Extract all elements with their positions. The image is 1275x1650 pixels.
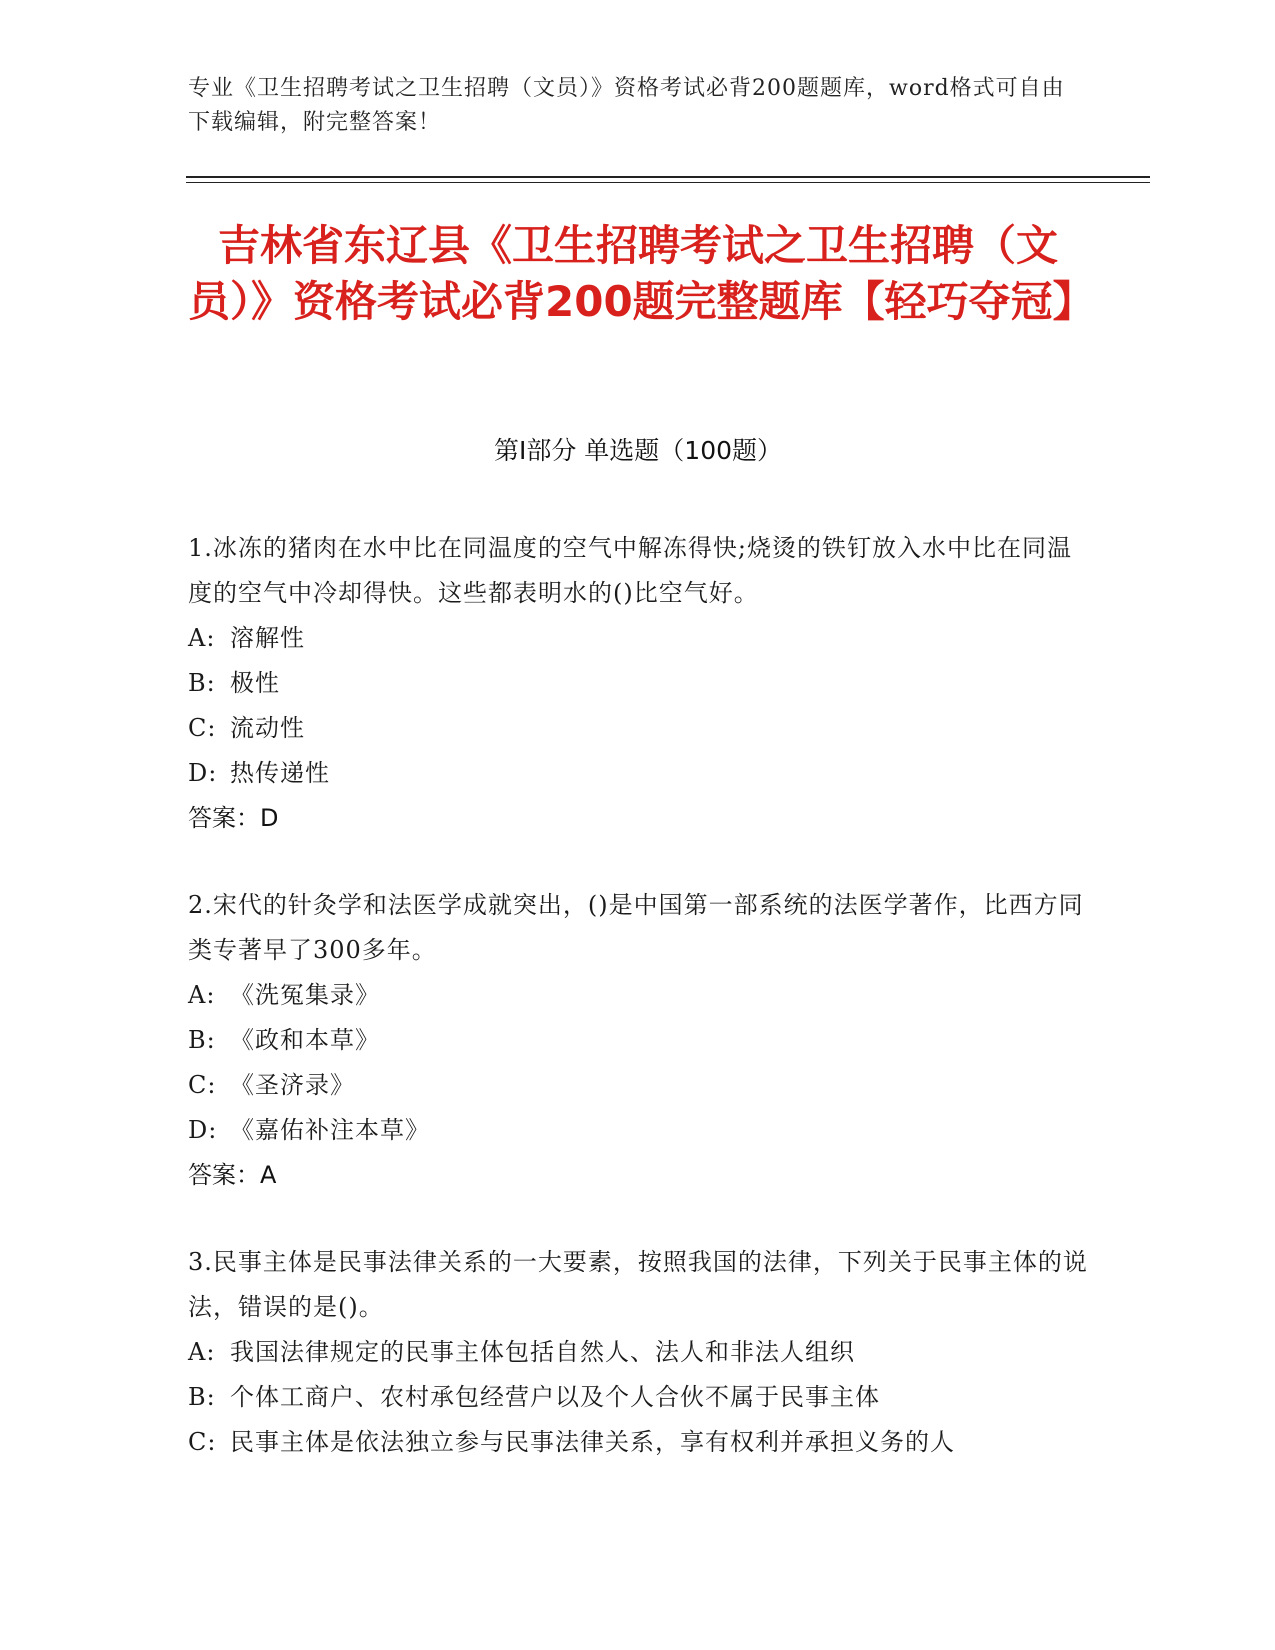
option-text: 《洗冤集录》	[230, 981, 380, 1009]
option-text: 流动性	[230, 714, 305, 742]
question-stem: 1.冰冻的猪肉在水中比在同温度的空气中解冻得快;烧烫的铁钉放入水中比在同温度的空气中冷却得快。这些都表明水的()比空气好。	[188, 534, 1072, 607]
option-a	[188, 1330, 1088, 1375]
option-letter: B:	[188, 1026, 216, 1054]
option-text: 民事主体是依法独立参与民事法律关系，享有权利并承担义务的人	[230, 1428, 955, 1456]
option-text: 我国法律规定的民事主体包括自然人、法人和非法人组织	[230, 1338, 855, 1366]
option-text: 个体工商户、农村承包经营户以及个人合伙不属于民事主体	[230, 1383, 880, 1411]
option-b	[188, 1375, 1088, 1420]
option-letter: C:	[188, 714, 217, 742]
question-stem: 3.民事主体是民事法律关系的一大要素，按照我国的法律，下列关于民事主体的说法，错误的是()。	[188, 1248, 1088, 1321]
option-letter: D:	[188, 759, 218, 787]
option-b	[188, 661, 1088, 706]
option-a	[188, 616, 1088, 661]
option-text: 溶解性	[230, 624, 305, 652]
option-b	[188, 1018, 1088, 1063]
question-3	[188, 1240, 1088, 1465]
option-text: 《圣济录》	[230, 1071, 355, 1099]
question-list	[188, 526, 1088, 1507]
question-stem: 2.宋代的针灸学和法医学成就突出，()是中国第一部系统的法医学著作，比西方同类专著早了300多年。	[188, 891, 1084, 964]
option-letter: A:	[188, 981, 216, 1009]
header-divider-thick	[186, 176, 1150, 178]
option-d	[188, 751, 1088, 796]
option-c	[188, 706, 1088, 751]
option-letter: A:	[188, 1338, 216, 1366]
option-letter: B:	[188, 669, 216, 697]
option-letter: C:	[188, 1428, 217, 1456]
option-text: 极性	[230, 669, 280, 697]
option-text: 热传递性	[230, 759, 330, 787]
option-letter: A:	[188, 624, 216, 652]
option-text: 《嘉佑补注本草》	[230, 1116, 430, 1144]
option-letter: C:	[188, 1071, 217, 1099]
option-a	[188, 973, 1088, 1018]
option-c	[188, 1063, 1088, 1108]
question-answer: 答案：D	[188, 804, 279, 832]
question-answer: 答案：A	[188, 1161, 277, 1189]
section-title: 第Ⅰ部分 单选题（100题）	[493, 436, 783, 465]
question-1	[188, 526, 1088, 841]
option-letter: D:	[188, 1116, 218, 1144]
option-c	[188, 1420, 1088, 1465]
document-header-note: 专业《卫生招聘考试之卫生招聘（文员）》资格考试必背200题题库，word格式可自由下载编辑，附完整答案！	[188, 76, 1065, 135]
option-letter: B:	[188, 1383, 216, 1411]
header-divider-thin	[186, 182, 1150, 183]
document-title: 吉林省东辽县《卫生招聘考试之卫生招聘（文员）》资格考试必背200题完整题库【轻巧夺冠】	[188, 221, 1095, 326]
question-2	[188, 883, 1088, 1198]
option-d	[188, 1108, 1088, 1153]
option-text: 《政和本草》	[230, 1026, 380, 1054]
